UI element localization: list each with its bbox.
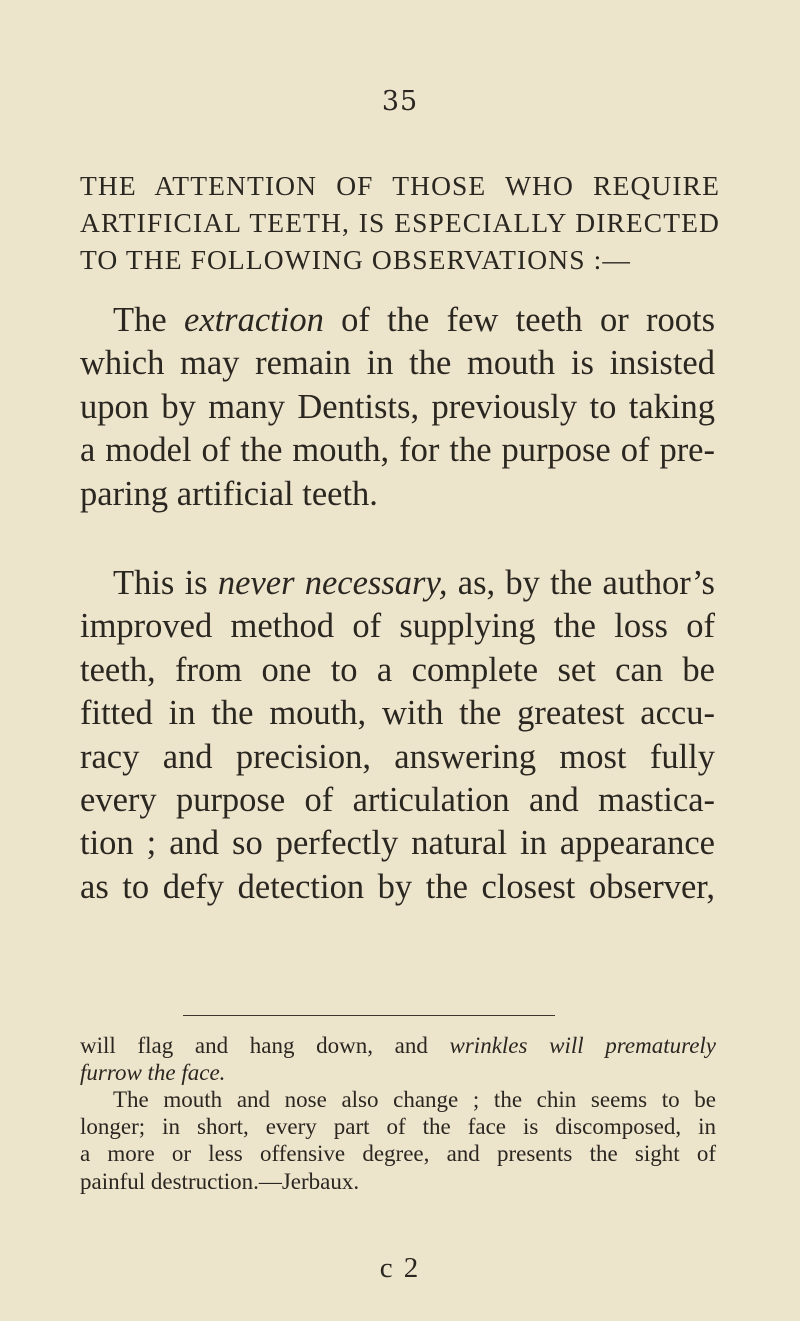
paragraph-line	[80, 562, 715, 605]
emphasis-text: extraction	[183, 301, 324, 339]
paragraph-line: teeth, from one to a complete set can be	[80, 650, 715, 689]
paragraph-line: which may remain in the mouth is insisted	[80, 344, 715, 383]
footnote-paragraph	[80, 1086, 716, 1195]
paragraph-line: racy and precision, answering most fully	[80, 737, 715, 776]
heading-line-3: TO THE FOLLOWING OBSERVATIONS :—	[80, 244, 631, 275]
paragraph-extraction	[80, 299, 715, 516]
paragraph-method	[80, 562, 715, 909]
paragraph-line: improved method of supplying the loss of	[80, 607, 715, 646]
heading-line-1: THE ATTENTION OF THOSE WHO REQUIRE	[80, 170, 720, 201]
paragraph-line: as to defy detection by the closest observer,	[80, 867, 715, 906]
text-span: as, by the author’s	[457, 564, 715, 602]
footnote-line: The mouth and nose also change ; the chin seems to be	[113, 1087, 716, 1112]
paragraph-line: a model of the mouth, for the purpose of pre-	[80, 431, 715, 470]
signature-mark: c 2	[379, 1252, 421, 1284]
heading-line-2: ARTIFICIAL TEETH, IS ESPECIALLY DIRECTED	[80, 207, 720, 238]
footnote-line	[80, 1059, 716, 1086]
emphasis-text: furrow the face.	[80, 1060, 226, 1086]
page-number: 35	[381, 86, 419, 117]
text-span: of the few teeth or roots	[341, 301, 716, 339]
paragraph-line: every purpose of articulation and mastica-	[80, 781, 715, 820]
footnote-continuation	[80, 1032, 716, 1086]
paragraph-line	[80, 299, 715, 342]
footnote-line: a more or less offensive degree, and presents the sight of	[80, 1141, 716, 1167]
paragraph-line: fitted in the mouth, with the greatest accu-	[80, 694, 715, 733]
section-heading	[80, 167, 720, 278]
footnote-line: longer; in short, every part of the face is discomposed, in	[80, 1114, 716, 1140]
text-span: This is	[113, 564, 208, 602]
footnote-divider	[183, 1015, 555, 1016]
emphasis-text: never necessary,	[217, 564, 448, 602]
paragraph-line: tion ; and so perfectly natural in appearance	[80, 824, 715, 863]
paragraph-line: upon by many Dentists, previously to taking	[80, 387, 715, 426]
footnote-line: painful destruction.—Jerbaux.	[80, 1168, 360, 1194]
text-span: will flag and hang down, and	[80, 1033, 428, 1058]
footnote-line	[80, 1032, 716, 1059]
text-span: The	[113, 301, 167, 339]
emphasis-text: wrinkles will prematurely	[449, 1033, 717, 1058]
paragraph-line: paring artificial teeth.	[80, 474, 378, 513]
